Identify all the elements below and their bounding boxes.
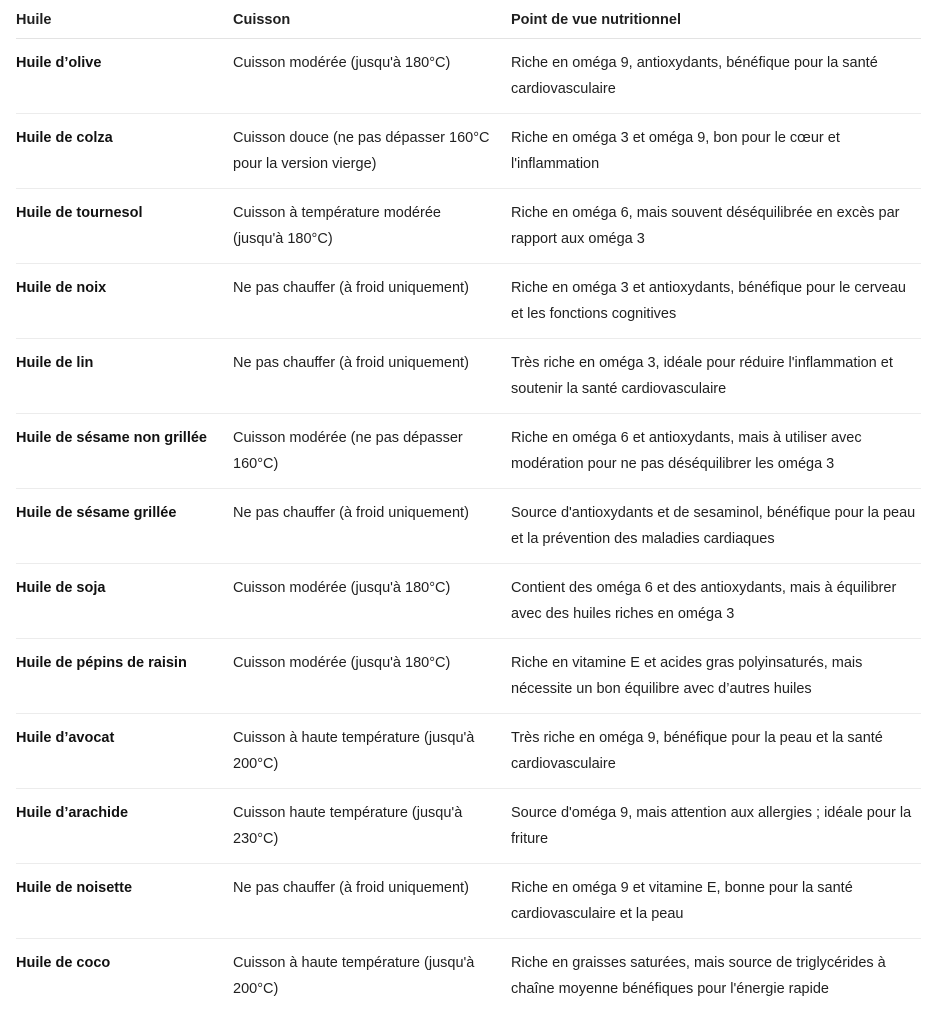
nutrition-cell: Très riche en oméga 9, bénéfique pour la peau et la santé cardiovasculaire bbox=[511, 714, 921, 789]
cooking-cell: Ne pas chauffer (à froid uniquement) bbox=[233, 864, 511, 939]
table-row bbox=[16, 864, 921, 939]
cooking-cell: Cuisson haute température (jusqu'à 230°C) bbox=[233, 789, 511, 864]
oil-name-cell: Huile d’arachide bbox=[16, 789, 233, 864]
column-header-oil: Huile bbox=[16, 0, 233, 39]
nutrition-cell: Riche en oméga 9, antioxydants, bénéfique pour la santé cardiovasculaire bbox=[511, 39, 921, 114]
cooking-cell: Cuisson à haute température (jusqu'à 200°C) bbox=[233, 714, 511, 789]
oil-name-cell: Huile de sésame grillée bbox=[16, 489, 233, 564]
table-row bbox=[16, 414, 921, 489]
cooking-cell: Cuisson à température modérée (jusqu'à 180°C) bbox=[233, 189, 511, 264]
table-row bbox=[16, 714, 921, 789]
table-body bbox=[16, 39, 921, 1014]
oil-name-cell: Huile d’olive bbox=[16, 39, 233, 114]
nutrition-cell: Riche en oméga 9 et vitamine E, bonne pour la santé cardiovasculaire et la peau bbox=[511, 864, 921, 939]
table-row bbox=[16, 939, 921, 1014]
nutrition-cell: Riche en oméga 6, mais souvent déséquilibrée en excès par rapport aux oméga 3 bbox=[511, 189, 921, 264]
nutrition-cell: Contient des oméga 6 et des antioxydants, mais à équilibrer avec des huiles riches en oméga 3 bbox=[511, 564, 921, 639]
column-header-nutrition: Point de vue nutritionnel bbox=[511, 0, 921, 39]
oil-name-cell: Huile de pépins de raisin bbox=[16, 639, 233, 714]
oil-name-cell: Huile d’avocat bbox=[16, 714, 233, 789]
nutrition-cell: Source d'antioxydants et de sesaminol, bénéfique pour la peau et la prévention des maladies cardiaques bbox=[511, 489, 921, 564]
oil-table-container bbox=[16, 0, 921, 1013]
cooking-cell: Cuisson modérée (jusqu'à 180°C) bbox=[233, 564, 511, 639]
table-row bbox=[16, 639, 921, 714]
oil-name-cell: Huile de noisette bbox=[16, 864, 233, 939]
table-header-row bbox=[16, 0, 921, 39]
oil-table bbox=[16, 0, 921, 1013]
cooking-cell: Ne pas chauffer (à froid uniquement) bbox=[233, 489, 511, 564]
nutrition-cell: Source d'oméga 9, mais attention aux allergies ; idéale pour la friture bbox=[511, 789, 921, 864]
oil-name-cell: Huile de colza bbox=[16, 114, 233, 189]
nutrition-cell: Riche en oméga 6 et antioxydants, mais à utiliser avec modération pour ne pas déséquilibrer les oméga 3 bbox=[511, 414, 921, 489]
table-row bbox=[16, 564, 921, 639]
oil-name-cell: Huile de tournesol bbox=[16, 189, 233, 264]
cooking-cell: Cuisson modérée (jusqu'à 180°C) bbox=[233, 39, 511, 114]
cooking-cell: Ne pas chauffer (à froid uniquement) bbox=[233, 264, 511, 339]
table-row bbox=[16, 264, 921, 339]
table-row bbox=[16, 189, 921, 264]
cooking-cell: Cuisson douce (ne pas dépasser 160°C pour la version vierge) bbox=[233, 114, 511, 189]
table-row bbox=[16, 489, 921, 564]
cooking-cell: Cuisson modérée (jusqu'à 180°C) bbox=[233, 639, 511, 714]
oil-name-cell: Huile de soja bbox=[16, 564, 233, 639]
table-row bbox=[16, 789, 921, 864]
nutrition-cell: Riche en graisses saturées, mais source de triglycérides à chaîne moyenne bénéfiques pour l'énergie rapide bbox=[511, 955, 886, 997]
oil-name-cell: Huile de sésame non grillée bbox=[16, 414, 233, 489]
nutrition-cell: Riche en vitamine E et acides gras polyinsaturés, mais nécessite un bon équilibre avec d’autres huiles bbox=[511, 639, 921, 714]
table-row bbox=[16, 114, 921, 189]
oil-name-cell: Huile de lin bbox=[16, 339, 233, 414]
cooking-cell: Cuisson à haute température (jusqu'à 200°C) bbox=[233, 955, 475, 997]
nutrition-cell: Riche en oméga 3 et oméga 9, bon pour le cœur et l'inflammation bbox=[511, 114, 921, 189]
oil-name-cell: Huile de coco bbox=[16, 955, 111, 971]
table-row bbox=[16, 339, 921, 414]
oil-name-cell: Huile de noix bbox=[16, 264, 233, 339]
table-header bbox=[16, 0, 921, 39]
nutrition-cell: Très riche en oméga 3, idéale pour réduire l'inflammation et soutenir la santé cardiovasculaire bbox=[511, 339, 921, 414]
cooking-cell: Cuisson modérée (ne pas dépasser 160°C) bbox=[233, 414, 511, 489]
column-header-cooking: Cuisson bbox=[233, 0, 511, 39]
nutrition-cell: Riche en oméga 3 et antioxydants, bénéfique pour le cerveau et les fonctions cognitives bbox=[511, 264, 921, 339]
cooking-cell: Ne pas chauffer (à froid uniquement) bbox=[233, 339, 511, 414]
table-row bbox=[16, 39, 921, 114]
